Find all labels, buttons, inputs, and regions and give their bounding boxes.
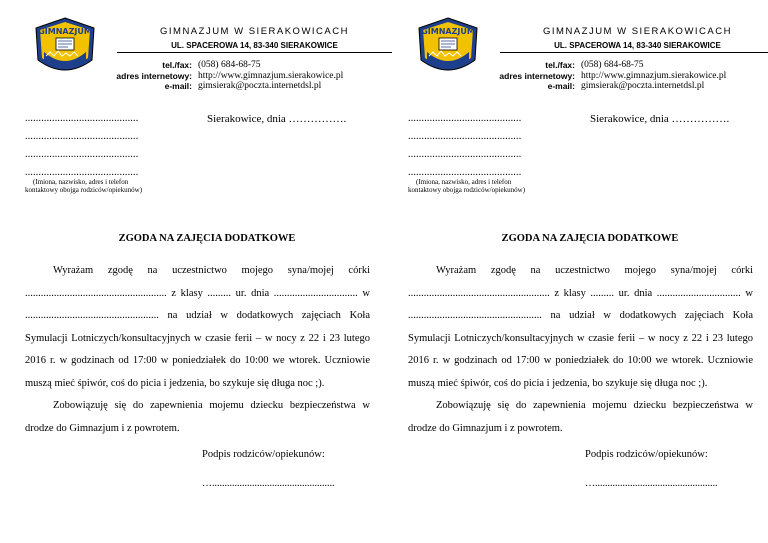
field-note-line: (Imiona, nazwisko, adres i telefon xyxy=(416,178,512,186)
contact-value: gimsierak@poczta.internetdsl.pl xyxy=(198,81,322,91)
name-field-line[interactable]: .......................................... xyxy=(25,113,139,124)
phone-field-line[interactable]: .......................................... xyxy=(408,167,522,178)
field-note xyxy=(25,178,142,194)
obligation-paragraph: Zobowiązuję się do zapewnienia mojemu dziecku bezpieczeństwa w drodze do Gimnazjum i z powrotem. xyxy=(408,400,753,434)
header-divider xyxy=(117,52,392,53)
consent-paragraph: Wyrażam zgodę na uczestnictwo mojego syna/mojej córki ...................................................... z klasy ......... ur. dnia ................................ w ................................................... na udział w dodatkowych zajęciach Koła Symulacji Lotniczych/konsultacyjnych w czasie ferii – w nocy z 22 i 23 lutego 2016 r. w godzinach od 17:00 w poniedziałek do 10:00 we wtorek. Uczniowie muszą mieć śpiwór, coś do picia i jedzenia, bo szykuje się długa noc ;). xyxy=(25,265,370,389)
contact-label: e-mail: xyxy=(164,81,192,91)
svg-text:GIMNAZJUM: GIMNAZJUM xyxy=(38,27,92,36)
header-divider xyxy=(500,52,768,53)
field-note xyxy=(408,178,525,194)
obligation-paragraph: Zobowiązuję się do zapewnienia mojemu dziecku bezpieczeństwa w drodze do Gimnazjum i z powrotem. xyxy=(25,400,370,434)
date-field[interactable]: Sierakowice, dnia ……………. xyxy=(590,113,730,125)
contact-value: gimsierak@poczta.internetdsl.pl xyxy=(581,81,705,91)
consent-paragraph: Wyrażam zgodę na uczestnictwo mojego syna/mojej córki ...................................................... z klasy ......... ur. dnia ................................ w ................................................... na udział w dodatkowych zajęciach Koła Symulacji Lotniczych/konsultacyjnych w czasie ferii – w nocy z 22 i 23 lutego 2016 r. w godzinach od 17:00 w poniedziałek do 10:00 we wtorek. Uczniowie muszą mieć śpiwór, coś do picia i jedzenia, bo szykuje się długa noc ;). xyxy=(408,265,753,389)
field-note-line: kontaktowy obojga rodziców/opiekunów) xyxy=(408,186,526,194)
school-name: GIMNAZJUM W SIERAKOWICACH xyxy=(543,26,732,37)
svg-text:GIMNAZJUM: GIMNAZJUM xyxy=(421,27,475,36)
name-field-line[interactable]: .......................................... xyxy=(408,113,522,124)
signature-label: Podpis rodziców/opiekunów: xyxy=(585,449,708,460)
consent-form-right xyxy=(405,0,768,543)
signature-line[interactable]: …................................................. xyxy=(585,478,718,489)
school-address: UL. SPACEROWA 14, 83-340 SIERAKOWICE xyxy=(554,41,721,50)
contact-value: http://www.gimnazjum.sierakowice.pl xyxy=(581,70,727,81)
school-logo-icon xyxy=(32,16,98,80)
signature-label: Podpis rodziców/opiekunów: xyxy=(202,449,325,460)
contact-value: (058) 684-68-75 xyxy=(198,60,261,70)
form-body xyxy=(408,260,753,440)
address-field-line[interactable]: .......................................... xyxy=(408,149,522,160)
address-field-line[interactable]: .......................................... xyxy=(25,131,139,142)
contact-value: (058) 684-68-75 xyxy=(581,60,644,70)
date-field[interactable]: Sierakowice, dnia ……………. xyxy=(207,113,347,125)
school-name: GIMNAZJUM W SIERAKOWICACH xyxy=(160,26,349,37)
consent-form-left xyxy=(22,0,392,543)
contact-label: e-mail: xyxy=(547,81,575,91)
contact-value: http://www.gimnazjum.sierakowice.pl xyxy=(198,70,344,81)
phone-field-line[interactable]: .......................................... xyxy=(25,167,139,178)
contact-block xyxy=(102,60,343,92)
form-body xyxy=(25,260,370,440)
contact-block xyxy=(485,60,726,92)
form-title: ZGODA NA ZAJĘCIA DODATKOWE xyxy=(501,233,679,244)
contact-label: tel./fax: xyxy=(162,60,192,70)
contact-label: tel./fax: xyxy=(545,60,575,70)
address-field-line[interactable]: .......................................... xyxy=(408,131,522,142)
address-field-line[interactable]: .......................................... xyxy=(25,149,139,160)
field-note-line: kontaktowy obojga rodziców/opiekunów) xyxy=(25,186,143,194)
contact-label: adres internetowy: xyxy=(499,70,575,81)
form-title: ZGODA NA ZAJĘCIA DODATKOWE xyxy=(118,233,296,244)
field-note-line: (Imiona, nazwisko, adres i telefon xyxy=(33,178,129,186)
contact-label: adres internetowy: xyxy=(116,70,192,81)
school-logo-icon xyxy=(415,16,481,80)
signature-line[interactable]: …................................................. xyxy=(202,478,335,489)
school-address: UL. SPACEROWA 14, 83-340 SIERAKOWICE xyxy=(171,41,338,50)
